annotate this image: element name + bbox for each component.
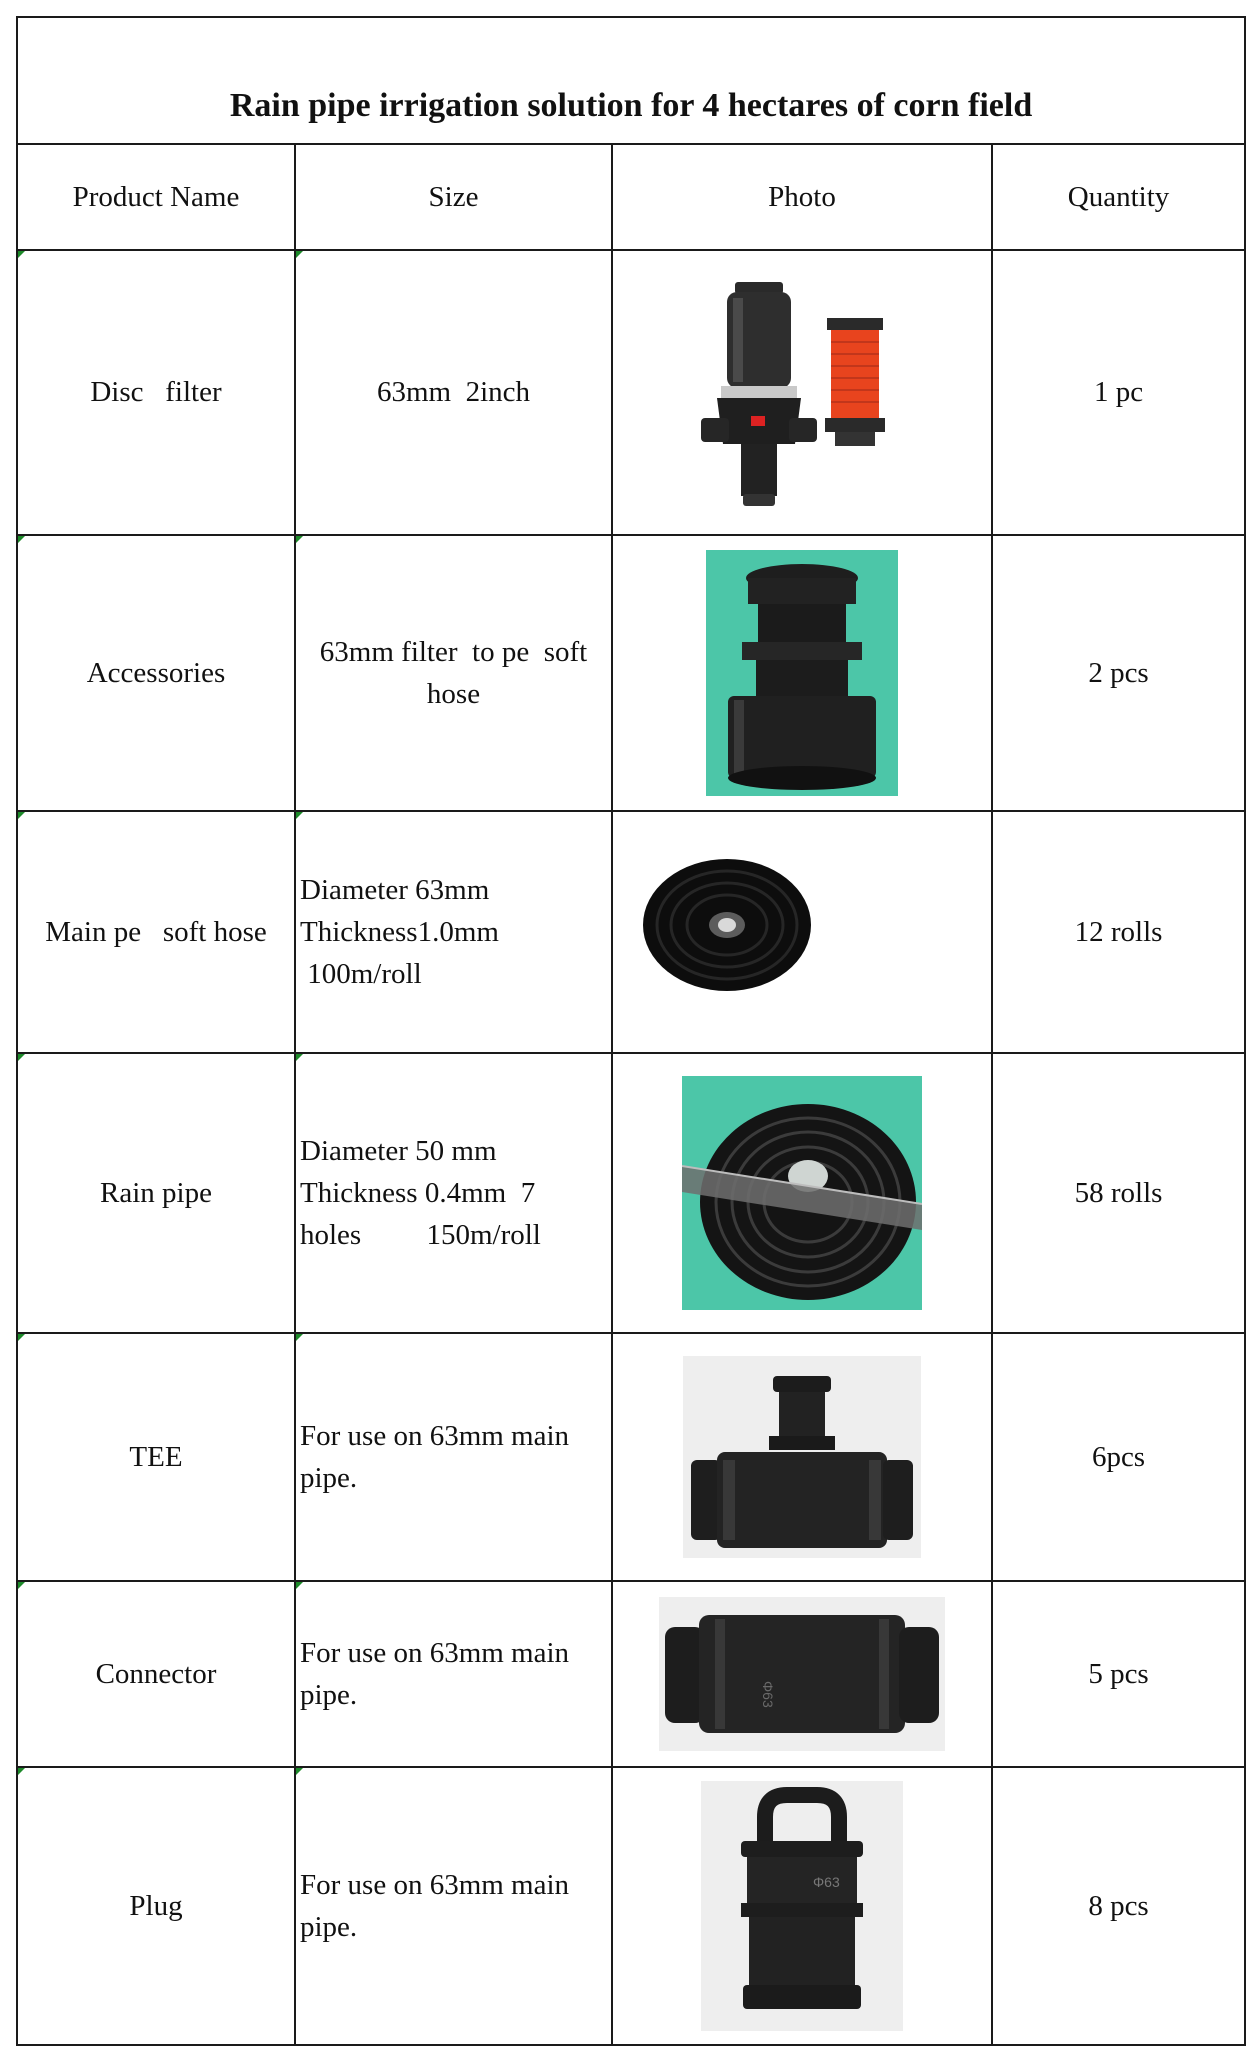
product-name: Accessories bbox=[86, 656, 226, 689]
table-row bbox=[17, 1053, 1245, 1333]
product-name-cell bbox=[17, 1053, 295, 1333]
plug-label: Φ63 bbox=[813, 1874, 840, 1890]
disc-filter-photo-icon bbox=[687, 268, 917, 518]
size-cell bbox=[295, 811, 612, 1053]
product-name-cell bbox=[17, 811, 295, 1053]
corner-mark bbox=[296, 251, 303, 258]
connector-label: Φ63 bbox=[760, 1681, 776, 1708]
size-cell bbox=[295, 1767, 612, 2045]
quantity-value: 2 pcs bbox=[1088, 656, 1149, 689]
corner-mark bbox=[18, 1054, 25, 1061]
size-line: pipe. bbox=[300, 1462, 358, 1494]
size-line: For use on 63mm main bbox=[300, 1419, 570, 1452]
photo-cell bbox=[612, 1053, 992, 1333]
quantity-cell bbox=[992, 1053, 1245, 1333]
size-cell bbox=[295, 1053, 612, 1333]
quantity-value: 8 pcs bbox=[1088, 1889, 1149, 1922]
quantity-cell bbox=[992, 250, 1245, 535]
size-line: pipe. bbox=[300, 1911, 358, 1943]
product-name: Connector bbox=[95, 1657, 217, 1690]
quantity-value: 1 pc bbox=[1093, 376, 1144, 408]
product-name-cell bbox=[17, 1767, 295, 2045]
quantity-value: 5 pcs bbox=[1088, 1657, 1149, 1690]
quantity-value: 6pcs bbox=[1091, 1440, 1146, 1473]
table-row bbox=[17, 811, 1245, 1053]
photo-cell bbox=[612, 1333, 992, 1581]
page-title: Rain pipe irrigation solution for 4 hectares of corn field bbox=[229, 87, 1033, 124]
photo-cell bbox=[612, 811, 992, 1053]
size-line: For use on 63mm main bbox=[300, 1636, 570, 1669]
header-size: Size bbox=[295, 144, 612, 250]
size-cell bbox=[295, 1333, 612, 1581]
filter-adapter-photo-icon bbox=[706, 550, 898, 796]
size-line: Thickness 0.4mm 7 bbox=[300, 1176, 536, 1209]
quantity-cell bbox=[992, 811, 1245, 1053]
corner-mark bbox=[18, 1582, 25, 1589]
product-name: Main pe soft hose bbox=[45, 915, 267, 948]
size-line: Diameter 63mm bbox=[300, 873, 490, 906]
photo-cell bbox=[612, 250, 992, 535]
size-line: holes 150m/roll bbox=[300, 1219, 541, 1252]
table-row bbox=[17, 535, 1245, 811]
product-name-cell bbox=[17, 535, 295, 811]
quantity-value: 12 rolls bbox=[1074, 915, 1163, 948]
table-row bbox=[17, 1333, 1245, 1581]
corner-mark bbox=[296, 1334, 303, 1341]
photo-cell bbox=[612, 1767, 992, 2045]
product-table bbox=[16, 16, 1246, 2046]
connector-photo-icon bbox=[659, 1597, 945, 1751]
corner-mark bbox=[296, 1054, 303, 1061]
header-photo: Photo bbox=[612, 144, 992, 250]
photo-cell bbox=[612, 1581, 992, 1767]
corner-mark bbox=[18, 536, 25, 543]
size-line: 63mm 2inch bbox=[376, 376, 531, 409]
table-row bbox=[17, 1581, 1245, 1767]
size-cell bbox=[295, 250, 612, 535]
header-product-name: Product Name bbox=[17, 144, 295, 250]
tee-fitting-photo-icon bbox=[683, 1356, 921, 1558]
product-name-cell bbox=[17, 1333, 295, 1581]
photo-cell bbox=[612, 535, 992, 811]
product-name-cell bbox=[17, 1581, 295, 1767]
quantity-cell bbox=[992, 535, 1245, 811]
size-line: Thickness1.0mm bbox=[300, 915, 499, 948]
title-cell bbox=[17, 17, 1245, 144]
corner-mark bbox=[296, 536, 303, 543]
plug-photo-icon bbox=[701, 1781, 903, 2031]
product-name: TEE bbox=[129, 1440, 183, 1473]
product-name: Rain pipe bbox=[100, 1176, 212, 1209]
product-name: Plug bbox=[129, 1889, 183, 1922]
quantity-cell bbox=[992, 1581, 1245, 1767]
size-line: pipe. bbox=[300, 1679, 358, 1711]
size-line: Diameter 50 mm bbox=[300, 1134, 497, 1167]
size-line: For use on 63mm main bbox=[300, 1868, 570, 1901]
product-name-cell bbox=[17, 250, 295, 535]
rain-pipe-roll-photo-icon bbox=[682, 1076, 922, 1310]
size-cell bbox=[295, 1581, 612, 1767]
quantity-value: 58 rolls bbox=[1074, 1176, 1163, 1209]
size-cell bbox=[295, 535, 612, 811]
corner-mark bbox=[296, 1582, 303, 1589]
size-line: 63mm filter to pe soft bbox=[319, 635, 588, 668]
table-row bbox=[17, 1767, 1245, 2045]
corner-mark bbox=[18, 1334, 25, 1341]
size-line: 100m/roll bbox=[300, 958, 422, 991]
corner-mark bbox=[296, 812, 303, 819]
corner-mark bbox=[18, 251, 25, 258]
corner-mark bbox=[296, 1768, 303, 1775]
table-row bbox=[17, 250, 1245, 535]
size-line: hose bbox=[426, 678, 481, 710]
corner-mark bbox=[18, 812, 25, 819]
header-quantity: Quantity bbox=[992, 144, 1245, 250]
header-row bbox=[17, 144, 1245, 250]
product-name: Disc filter bbox=[90, 376, 222, 408]
corner-mark bbox=[18, 1768, 25, 1775]
quantity-cell bbox=[992, 1333, 1245, 1581]
quantity-cell bbox=[992, 1767, 1245, 2045]
hose-roll-photo-icon bbox=[627, 827, 977, 1037]
